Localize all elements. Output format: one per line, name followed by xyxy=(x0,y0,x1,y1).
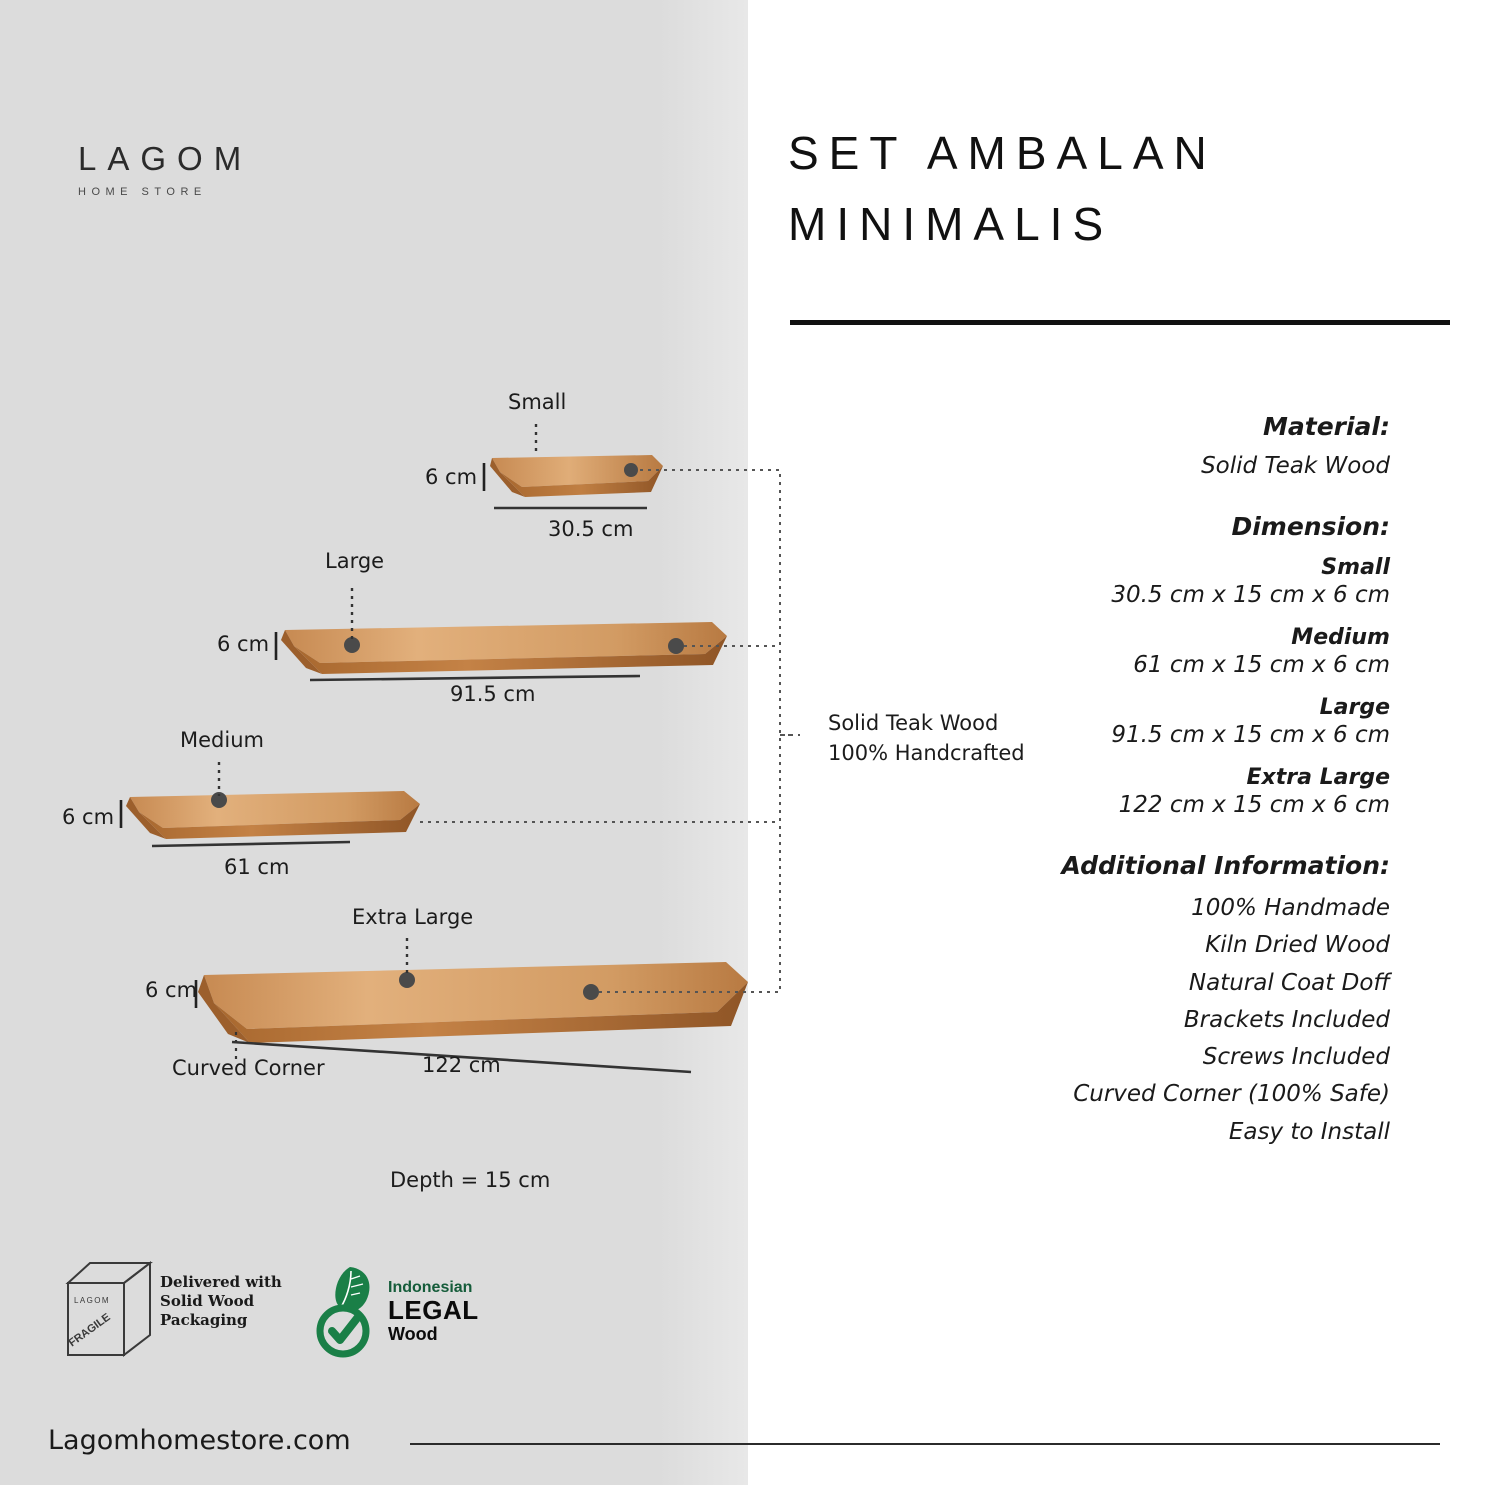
additional-info-list xyxy=(770,890,1390,1151)
title-divider xyxy=(790,320,1450,325)
dimension-name-small: Small xyxy=(1321,555,1390,581)
page-title xyxy=(788,118,1448,261)
curved-corner-label: Curved Corner xyxy=(172,1056,325,1080)
shelf-label-large: Large xyxy=(325,549,385,573)
packaging-box-icon xyxy=(62,1255,172,1367)
shelf-label-medium: Medium xyxy=(180,728,264,752)
svg-text:FRAGILE: FRAGILE xyxy=(66,1311,113,1350)
additional-info-item: Kiln Dried Wood xyxy=(1205,932,1390,959)
callout-dot-extra-large xyxy=(399,972,415,988)
additional-info-item: 100% Handmade xyxy=(1191,895,1390,922)
shelf-illustrations xyxy=(0,0,800,1300)
callout-dot-large xyxy=(344,637,360,653)
legal-line-3: Wood xyxy=(388,1324,438,1345)
callout-note-line-1: Solid Teak Wood xyxy=(828,711,999,735)
dimension-value-large: 91.5 cm x 15 cm x 6 cm xyxy=(1111,722,1390,749)
material-label: Material: xyxy=(1263,412,1390,441)
shelf-width-extra-large: 122 cm xyxy=(422,1053,501,1077)
packaging-line-3: Packaging xyxy=(160,1311,248,1330)
shelf-height-large: 6 cm xyxy=(217,632,270,656)
callout-dot-small xyxy=(624,463,638,477)
shelf-medium-graphic xyxy=(126,791,420,839)
callout-dot-extra-large-right xyxy=(583,984,599,1000)
packaging-line-2: Solid Wood xyxy=(160,1292,255,1311)
additional-info-item: Curved Corner (100% Safe) xyxy=(1073,1081,1390,1108)
shelf-height-extra-large: 6 cm xyxy=(145,978,198,1002)
legal-wood-check-icon xyxy=(310,1255,386,1367)
footer-divider xyxy=(410,1443,1440,1445)
shelf-height-medium: 6 cm xyxy=(62,805,115,829)
title-line-2: MINIMALIS xyxy=(788,198,1114,251)
legal-line-2: LEGAL xyxy=(388,1295,479,1325)
brand-tagline: HOME STORE xyxy=(78,186,207,198)
shelf-width-medium: 61 cm xyxy=(224,855,290,879)
dimension-value-medium: 61 cm x 15 cm x 6 cm xyxy=(1133,652,1390,679)
title-line-1: SET AMBALAN xyxy=(788,127,1217,179)
callout-dot-large-right xyxy=(668,638,684,654)
dimension-label: Dimension: xyxy=(1231,512,1390,542)
material-value: Solid Teak Wood xyxy=(1201,453,1390,479)
shelf-label-extra-large: Extra Large xyxy=(352,905,474,929)
shelf-width-small: 30.5 cm xyxy=(548,517,634,541)
dimension-value-extra-large: 122 cm x 15 cm x 6 cm xyxy=(1118,792,1390,819)
shelf-width-large: 91.5 cm xyxy=(450,682,536,706)
legal-wood-text xyxy=(388,1279,479,1345)
shelf-small-graphic xyxy=(490,455,663,497)
dimension-name-medium: Medium xyxy=(1291,625,1390,651)
callout-note-line-2: 100% Handcrafted xyxy=(828,741,1025,766)
dimension-name-large: Large xyxy=(1319,695,1390,721)
shelf-label-small: Small xyxy=(508,390,567,414)
dimension-value-small: 30.5 cm x 15 cm x 6 cm xyxy=(1111,582,1390,609)
legal-line-1: Indonesian xyxy=(388,1279,473,1296)
spec-panel xyxy=(770,412,1390,1151)
packaging-line-1: Delivered with xyxy=(160,1273,282,1291)
additional-info-item: Natural Coat Doff xyxy=(1188,969,1390,996)
depth-label: Depth = 15 cm xyxy=(390,1168,551,1192)
legal-wood-badge xyxy=(310,1255,550,1375)
shelf-height-small: 6 cm xyxy=(425,465,478,489)
additional-info-item: Easy to Install xyxy=(1228,1118,1390,1145)
brand-name: LAGOM xyxy=(78,140,253,177)
shelf-extra-large-graphic xyxy=(198,962,748,1043)
additional-info-label: Additional Information: xyxy=(1061,851,1390,881)
footer-website[interactable]: Lagomhomestore.com xyxy=(48,1425,351,1456)
svg-text:LAGOM: LAGOM xyxy=(74,1296,110,1305)
additional-info-item: Screws Included xyxy=(1202,1044,1390,1071)
dimension-name-extra-large: Extra Large xyxy=(1246,765,1390,791)
additional-info-item: Brackets Included xyxy=(1183,1006,1390,1033)
callout-note xyxy=(828,708,1025,769)
